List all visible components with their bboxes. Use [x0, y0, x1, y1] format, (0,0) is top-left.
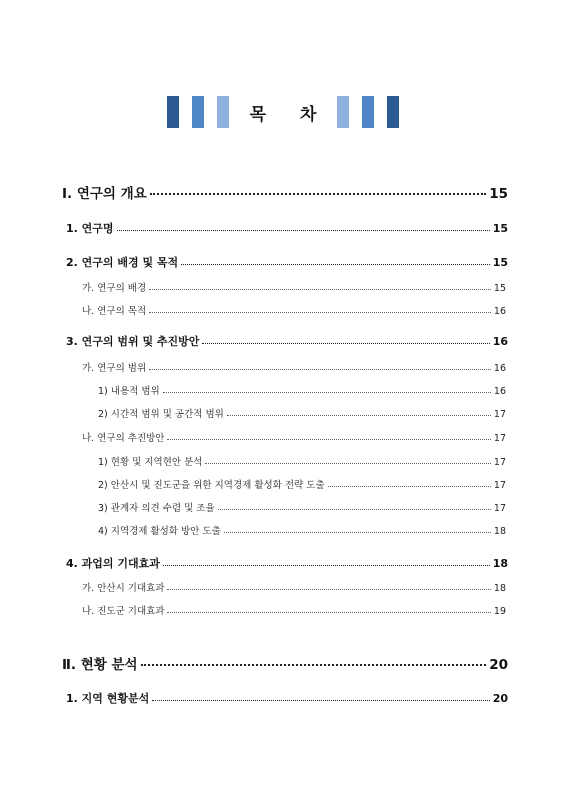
- toc-entry-chapter[interactable]: [62, 182, 508, 202]
- toc-page-number: 17: [493, 457, 506, 468]
- dot-leader: [149, 289, 491, 290]
- dot-leader: [163, 565, 490, 566]
- toc-entry-label: 가. 연구의 범위: [82, 363, 147, 374]
- dot-leader: [149, 369, 491, 370]
- toc-entry-label: 3. 연구의 범위 및 추진방안: [66, 335, 200, 348]
- dot-leader: [149, 312, 491, 313]
- dot-leader: [117, 230, 490, 231]
- toc-entry-subsection[interactable]: [82, 280, 506, 294]
- decorative-bar: [337, 96, 349, 128]
- toc-entry-label: 가. 안산시 기대효과: [82, 583, 165, 594]
- toc-entry-item[interactable]: [98, 477, 506, 491]
- toc-entry-chapter[interactable]: [62, 653, 508, 673]
- toc-page-number: 15: [492, 256, 508, 269]
- toc-entry-label: 4. 과업의 기대효과: [66, 557, 160, 570]
- toc-entry-label: 3) 관계자 의견 수렴 및 조율: [98, 503, 215, 514]
- toc-page-number: 16: [493, 306, 506, 317]
- toc-entry-label: 1) 현황 및 지역현안 분석: [98, 457, 203, 468]
- toc-entry-label: 4) 지역경제 활성화 방안 도출: [98, 526, 221, 537]
- dot-leader: [167, 589, 490, 590]
- dot-leader: [152, 700, 489, 701]
- toc-page-number: 15: [493, 283, 506, 294]
- dot-leader: [328, 486, 491, 487]
- toc-page-number: 18: [492, 557, 508, 570]
- toc-entry-item[interactable]: [98, 383, 506, 397]
- toc-entry-label: Ⅰ. 연구의 개요: [62, 186, 147, 202]
- dot-leader: [141, 664, 487, 666]
- toc-entry-subsection[interactable]: [82, 580, 506, 594]
- toc-entry-section[interactable]: [66, 254, 508, 270]
- dot-leader: [227, 415, 491, 416]
- dot-leader: [224, 532, 491, 533]
- toc-entry-label: Ⅱ. 현황 분석: [62, 657, 138, 673]
- toc-page-number: 17: [493, 433, 506, 444]
- toc-entry-subsection[interactable]: [82, 303, 506, 317]
- toc-entry-item[interactable]: [98, 523, 506, 537]
- dot-leader: [163, 392, 491, 393]
- toc-page-number: 18: [493, 583, 506, 594]
- toc-entry-label: 1. 연구명: [66, 222, 114, 235]
- toc-entry-label: 나. 진도군 기대효과: [82, 606, 165, 617]
- dot-leader: [202, 343, 489, 344]
- toc-entry-item[interactable]: [98, 500, 506, 514]
- toc-entry-item[interactable]: [98, 454, 506, 468]
- toc-entry-section[interactable]: [66, 690, 508, 706]
- toc-page-number: 16: [492, 335, 508, 348]
- toc-page-number: 19: [493, 606, 506, 617]
- toc-entry-subsection[interactable]: [82, 603, 506, 617]
- toc-entry-section[interactable]: [66, 333, 508, 349]
- toc-page-number: 16: [493, 386, 506, 397]
- dot-leader: [181, 264, 490, 265]
- dot-leader: [167, 439, 490, 440]
- toc-entry-label: 2. 연구의 배경 및 목적: [66, 256, 179, 269]
- toc-entry-label: 나. 연구의 추진방안: [82, 433, 165, 444]
- decorative-bar: [387, 96, 399, 128]
- toc-page-number: 17: [493, 409, 506, 420]
- dot-leader: [167, 612, 490, 613]
- toc-entry-section[interactable]: [66, 220, 508, 236]
- page-title: 목 차: [249, 105, 331, 125]
- toc-entry-section[interactable]: [66, 555, 508, 571]
- toc-page-number: 17: [493, 480, 506, 491]
- toc-page-number: 20: [489, 657, 508, 673]
- toc-page-number: 16: [493, 363, 506, 374]
- toc-page-number: 15: [492, 222, 508, 235]
- toc-entry-label: 나. 연구의 목적: [82, 306, 147, 317]
- dot-leader: [150, 193, 486, 195]
- toc-page-number: 20: [492, 692, 508, 705]
- decorative-bar: [362, 96, 374, 128]
- toc-entry-item[interactable]: [98, 406, 506, 420]
- toc-title-banner: [0, 96, 566, 128]
- toc-page-number: 15: [489, 186, 508, 202]
- toc-entry-label: 2) 안산시 및 진도군을 위한 지역경제 활성화 전략 도출: [98, 480, 325, 491]
- toc-entry-label: 가. 연구의 배경: [82, 283, 147, 294]
- toc-page-number: 18: [493, 526, 506, 537]
- toc-entry-label: 1) 내용적 범위: [98, 386, 160, 397]
- toc-entry-label: 1. 지역 현황분석: [66, 692, 150, 705]
- toc-page-number: 17: [493, 503, 506, 514]
- toc-entry-subsection[interactable]: [82, 360, 506, 374]
- toc-entry-label: 2) 시간적 범위 및 공간적 범위: [98, 409, 224, 420]
- toc-entry-subsection[interactable]: [82, 430, 506, 444]
- dot-leader: [205, 463, 490, 464]
- dot-leader: [218, 509, 491, 510]
